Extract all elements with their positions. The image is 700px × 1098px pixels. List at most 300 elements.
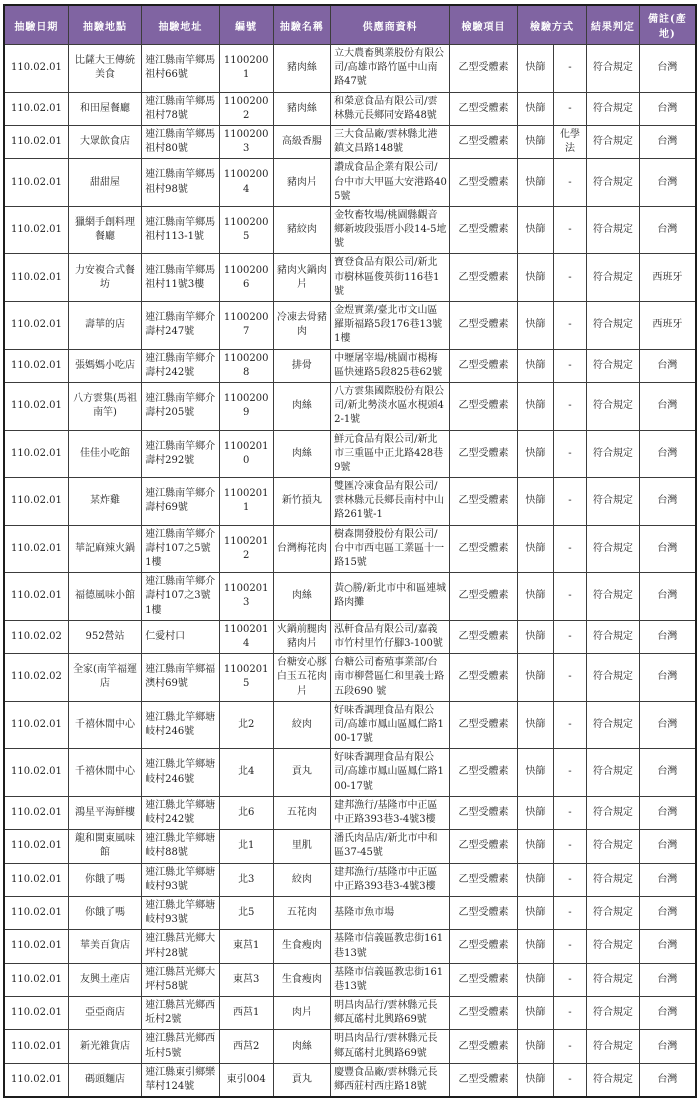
cell-location: 友興土產店 [68, 963, 141, 996]
cell-method-screen: 快篩 [517, 45, 553, 93]
cell-result: 符合規定 [587, 206, 640, 254]
cell-origin: 台灣 [639, 525, 696, 573]
cell-address: 連江縣北竿鄉塘岐村242號 [142, 796, 220, 829]
cell-date: 110.02.01 [4, 701, 68, 749]
cell-date: 110.02.01 [4, 896, 68, 929]
cell-method-confirm: 化學法 [553, 125, 586, 158]
column-header-origin: 備註(產地) [639, 5, 696, 45]
table-row [4, 1030, 696, 1063]
cell-result: 符合規定 [587, 930, 640, 963]
cell-supplier: 潘氏肉品店/新北市中和區37-45號 [331, 830, 450, 863]
cell-address: 連江縣南竿鄉介壽村205號 [142, 382, 220, 430]
cell-origin: 台灣 [639, 654, 696, 702]
table-header [4, 5, 696, 45]
cell-supplier: 台糖公司畜殖事業部/台南市柳營區仁和里義士路五段690 號 [331, 654, 450, 702]
table-row [4, 997, 696, 1030]
cell-method-screen: 快篩 [517, 896, 553, 929]
table-row [4, 382, 696, 430]
cell-date: 110.02.01 [4, 478, 68, 526]
cell-item: 乙型受體素 [450, 478, 518, 526]
cell-date: 110.02.01 [4, 159, 68, 207]
cell-method-screen: 快篩 [517, 1063, 553, 1097]
cell-location: 新光雜貨店 [68, 1030, 141, 1063]
cell-method-screen: 快篩 [517, 749, 553, 797]
column-header-location: 抽驗地點 [68, 5, 141, 45]
cell-method-screen: 快篩 [517, 830, 553, 863]
cell-number: 北2 [219, 701, 273, 749]
cell-item: 乙型受體素 [450, 796, 518, 829]
cell-method-screen: 快篩 [517, 654, 553, 702]
cell-name: 肉絲 [273, 382, 330, 430]
cell-method-confirm: - [553, 92, 586, 125]
cell-origin: 台灣 [639, 997, 696, 1030]
cell-number: 東莒3 [219, 963, 273, 996]
cell-name: 豬肉火鍋肉片 [273, 254, 330, 302]
cell-result: 符合規定 [587, 796, 640, 829]
cell-method-screen: 快篩 [517, 963, 553, 996]
cell-number: 11002008 [219, 349, 273, 382]
cell-method-confirm: - [553, 796, 586, 829]
cell-number: 北1 [219, 830, 273, 863]
cell-origin: 台灣 [639, 620, 696, 653]
cell-result: 符合規定 [587, 573, 640, 621]
table-row [4, 930, 696, 963]
cell-address: 連江縣莒光鄉大坪村58號 [142, 963, 220, 996]
column-header-number: 編號 [219, 5, 273, 45]
cell-address: 連江縣南竿鄉介壽村292號 [142, 430, 220, 478]
cell-date: 110.02.01 [4, 254, 68, 302]
cell-supplier: 基隆市魚市場 [331, 896, 450, 929]
cell-supplier: 明昌肉品行/雲林縣元長鄉瓦磘村北興路69號 [331, 997, 450, 1030]
cell-supplier: 金牧畜牧場/桃園縣觀音鄉新坡段張厝小段14-5地號 [331, 206, 450, 254]
cell-item: 乙型受體素 [450, 830, 518, 863]
cell-origin: 西班牙 [639, 302, 696, 350]
cell-location: 碼頭麵店 [68, 1063, 141, 1097]
cell-origin: 台灣 [639, 478, 696, 526]
cell-method-confirm: - [553, 349, 586, 382]
cell-location: 你餓了嗎 [68, 863, 141, 896]
cell-result: 符合規定 [587, 896, 640, 929]
cell-method-confirm: - [553, 654, 586, 702]
cell-number: 北6 [219, 796, 273, 829]
cell-address: 連江縣北竿鄉塘岐村93號 [142, 863, 220, 896]
cell-date: 110.02.01 [4, 45, 68, 93]
cell-origin: 台灣 [639, 896, 696, 929]
cell-method-screen: 快篩 [517, 302, 553, 350]
table-row [4, 302, 696, 350]
cell-date: 110.02.01 [4, 349, 68, 382]
cell-location: 大眾飲食店 [68, 125, 141, 158]
cell-location: 甜甜屋 [68, 159, 141, 207]
cell-supplier: 立大農畜興業股份有限公司/高雄市路竹區中山南路47號 [331, 45, 450, 93]
cell-method-confirm: - [553, 749, 586, 797]
cell-date: 110.02.01 [4, 525, 68, 573]
cell-location: 壽華的店 [68, 302, 141, 350]
cell-item: 乙型受體素 [450, 963, 518, 996]
cell-address: 連江縣南竿鄉介壽村69號 [142, 478, 220, 526]
cell-address: 連江縣南竿鄉介壽村107之3號1樓 [142, 573, 220, 621]
cell-result: 符合規定 [587, 654, 640, 702]
cell-result: 符合規定 [587, 349, 640, 382]
cell-item: 乙型受體素 [450, 206, 518, 254]
cell-location: 亞亞商店 [68, 997, 141, 1030]
cell-result: 符合規定 [587, 1030, 640, 1063]
cell-name: 高級香腸 [273, 125, 330, 158]
cell-date: 110.02.01 [4, 997, 68, 1030]
cell-origin: 台灣 [639, 382, 696, 430]
cell-result: 符合規定 [587, 963, 640, 996]
cell-name: 貢丸 [273, 749, 330, 797]
cell-method-confirm: - [553, 997, 586, 1030]
cell-location: 全家(南竿福運店 [68, 654, 141, 702]
cell-method-confirm: - [553, 573, 586, 621]
cell-number: 西莒1 [219, 997, 273, 1030]
cell-date: 110.02.02 [4, 654, 68, 702]
cell-number: 11002001 [219, 45, 273, 93]
cell-item: 乙型受體素 [450, 430, 518, 478]
cell-location: 鴻星平海鮮樓 [68, 796, 141, 829]
cell-item: 乙型受體素 [450, 254, 518, 302]
cell-number: 11002009 [219, 382, 273, 430]
cell-method-confirm: - [553, 206, 586, 254]
table-row [4, 796, 696, 829]
cell-item: 乙型受體素 [450, 896, 518, 929]
cell-location: 千禧休閒中心 [68, 701, 141, 749]
cell-supplier: 中壢屠宰場/桃園市楊梅區快速路5段825巷62號 [331, 349, 450, 382]
cell-name: 肉片 [273, 997, 330, 1030]
cell-method-screen: 快篩 [517, 525, 553, 573]
cell-result: 符合規定 [587, 830, 640, 863]
cell-origin: 台灣 [639, 863, 696, 896]
cell-supplier: 八方雲集國際股份有限公司/新北勢淡水區水梘頭42-1號 [331, 382, 450, 430]
column-header-supplier: 供應商資料 [331, 5, 450, 45]
cell-location: 龍和閩東風味館 [68, 830, 141, 863]
table-row [4, 478, 696, 526]
column-header-item: 檢驗項目 [450, 5, 518, 45]
table-row [4, 430, 696, 478]
table-row [4, 349, 696, 382]
cell-method-confirm: - [553, 302, 586, 350]
table-row [4, 206, 696, 254]
cell-name: 豬絞肉 [273, 206, 330, 254]
table-row [4, 620, 696, 653]
cell-number: 11002003 [219, 125, 273, 158]
cell-supplier: 三大食品廠/雲林縣北港鎮文昌路148號 [331, 125, 450, 158]
cell-address: 連江縣東引鄉樂華村124號 [142, 1063, 220, 1097]
cell-method-screen: 快篩 [517, 620, 553, 653]
cell-origin: 台灣 [639, 92, 696, 125]
cell-address: 連江縣北竿鄉塘岐村93號 [142, 896, 220, 929]
cell-number: 11002015 [219, 654, 273, 702]
cell-date: 110.02.01 [4, 796, 68, 829]
cell-number: 11002012 [219, 525, 273, 573]
cell-result: 符合規定 [587, 382, 640, 430]
cell-item: 乙型受體素 [450, 863, 518, 896]
cell-origin: 台灣 [639, 963, 696, 996]
cell-method-confirm: - [553, 620, 586, 653]
cell-item: 乙型受體素 [450, 1030, 518, 1063]
cell-number: 11002004 [219, 159, 273, 207]
cell-name: 豬肉絲 [273, 45, 330, 93]
cell-number: 11002014 [219, 620, 273, 653]
cell-result: 符合規定 [587, 302, 640, 350]
cell-result: 符合規定 [587, 997, 640, 1030]
cell-result: 符合規定 [587, 1063, 640, 1097]
cell-name: 生食瘦肉 [273, 930, 330, 963]
cell-method-confirm: - [553, 963, 586, 996]
cell-method-confirm: - [553, 930, 586, 963]
cell-method-screen: 快篩 [517, 863, 553, 896]
cell-method-screen: 快篩 [517, 573, 553, 621]
cell-origin: 台灣 [639, 206, 696, 254]
cell-origin: 西班牙 [639, 254, 696, 302]
cell-name: 五花肉 [273, 796, 330, 829]
cell-address: 連江縣莒光鄉西坵村2號 [142, 997, 220, 1030]
cell-method-screen: 快篩 [517, 349, 553, 382]
cell-name: 肉絲 [273, 573, 330, 621]
cell-method-confirm: - [553, 382, 586, 430]
cell-number: 北3 [219, 863, 273, 896]
cell-name: 台灣梅花肉 [273, 525, 330, 573]
table-row [4, 525, 696, 573]
column-header-address: 抽驗地址 [142, 5, 220, 45]
cell-number: 11002010 [219, 430, 273, 478]
cell-date: 110.02.01 [4, 930, 68, 963]
cell-address: 連江縣南竿鄉馬祖村98號 [142, 159, 220, 207]
column-header-date: 抽驗日期 [4, 5, 68, 45]
cell-method-confirm: - [553, 1063, 586, 1097]
cell-address: 連江縣北竿鄉塘岐村246號 [142, 749, 220, 797]
cell-address: 連江縣南竿鄉馬祖村113-1號 [142, 206, 220, 254]
table-body [4, 45, 696, 1098]
cell-supplier: 基隆市信義區教忠街161巷13號 [331, 930, 450, 963]
cell-supplier: 雙匯冷凍食品有限公司/雲林縣元長鄉長南村中山路261號-1 [331, 478, 450, 526]
cell-name: 肉絲 [273, 1030, 330, 1063]
cell-date: 110.02.01 [4, 863, 68, 896]
cell-name: 豬肉絲 [273, 92, 330, 125]
cell-item: 乙型受體素 [450, 525, 518, 573]
cell-method-confirm: - [553, 159, 586, 207]
cell-result: 符合規定 [587, 525, 640, 573]
cell-name: 五花肉 [273, 896, 330, 929]
cell-method-screen: 快篩 [517, 997, 553, 1030]
cell-address: 連江縣莒光鄉大坪村28號 [142, 930, 220, 963]
cell-origin: 台灣 [639, 45, 696, 93]
cell-method-screen: 快篩 [517, 796, 553, 829]
cell-name: 新竹摃丸 [273, 478, 330, 526]
cell-supplier: 基隆市信義區教忠街161巷13號 [331, 963, 450, 996]
table-row [4, 654, 696, 702]
cell-origin: 台灣 [639, 930, 696, 963]
cell-supplier: 泓軒食品有限公司/嘉義市竹村里竹仔腳3-100號 [331, 620, 450, 653]
cell-origin: 台灣 [639, 573, 696, 621]
cell-supplier: 明昌肉品行/雲林縣元長鄉瓦磘村北興路69號 [331, 1030, 450, 1063]
cell-item: 乙型受體素 [450, 749, 518, 797]
cell-supplier: 好味香調理食品有限公司/高雄市鳳山區鳳仁路100-17號 [331, 701, 450, 749]
cell-date: 110.02.01 [4, 1030, 68, 1063]
cell-result: 符合規定 [587, 159, 640, 207]
cell-origin: 台灣 [639, 796, 696, 829]
cell-date: 110.02.01 [4, 963, 68, 996]
cell-method-confirm: - [553, 525, 586, 573]
table-row [4, 963, 696, 996]
cell-name: 台糖安心豚白玉五花肉片 [273, 654, 330, 702]
table-row [4, 159, 696, 207]
cell-date: 110.02.01 [4, 573, 68, 621]
table-row [4, 830, 696, 863]
table-row [4, 863, 696, 896]
cell-address: 連江縣南竿鄉馬祖村66號 [142, 45, 220, 93]
cell-result: 符合規定 [587, 620, 640, 653]
cell-item: 乙型受體素 [450, 45, 518, 93]
cell-address: 連江縣北竿鄉塘岐村88號 [142, 830, 220, 863]
cell-item: 乙型受體素 [450, 1063, 518, 1097]
cell-result: 符合規定 [587, 125, 640, 158]
cell-supplier: 建邦漁行/基隆市中正區中正路393巷3-4號3樓 [331, 863, 450, 896]
cell-address: 連江縣莒光鄉西坵村5號 [142, 1030, 220, 1063]
cell-item: 乙型受體素 [450, 654, 518, 702]
cell-result: 符合規定 [587, 749, 640, 797]
cell-item: 乙型受體素 [450, 125, 518, 158]
cell-result: 符合規定 [587, 254, 640, 302]
cell-origin: 台灣 [639, 125, 696, 158]
table-row [4, 701, 696, 749]
cell-address: 連江縣南竿鄉介壽村107之5號1樓 [142, 525, 220, 573]
cell-date: 110.02.01 [4, 1063, 68, 1097]
cell-address: 連江縣南竿鄉馬祖村78號 [142, 92, 220, 125]
cell-item: 乙型受體素 [450, 573, 518, 621]
cell-location: 張媽媽小吃店 [68, 349, 141, 382]
cell-number: 北4 [219, 749, 273, 797]
cell-origin: 台灣 [639, 701, 696, 749]
cell-date: 110.02.01 [4, 430, 68, 478]
cell-supplier: 鮮元食品有限公司/新北市三重區中正北路428巷9號 [331, 430, 450, 478]
cell-number: 11002013 [219, 573, 273, 621]
cell-result: 符合規定 [587, 430, 640, 478]
cell-number: 東引004 [219, 1063, 273, 1097]
cell-number: 西莒2 [219, 1030, 273, 1063]
cell-item: 乙型受體素 [450, 701, 518, 749]
cell-item: 乙型受體素 [450, 997, 518, 1030]
cell-item: 乙型受體素 [450, 382, 518, 430]
cell-supplier: 和榮意食品有限公司/雲林縣元長鄉同安路48號 [331, 92, 450, 125]
cell-supplier: 樹森開發股份有限公司/台中市西屯區工業區十一路15號 [331, 525, 450, 573]
cell-location: 比薩大王傳統美食 [68, 45, 141, 93]
cell-method-screen: 快篩 [517, 92, 553, 125]
cell-number: 11002005 [219, 206, 273, 254]
cell-method-screen: 快篩 [517, 930, 553, 963]
cell-method-confirm: - [553, 45, 586, 93]
cell-number: 東莒1 [219, 930, 273, 963]
cell-method-confirm: - [553, 1030, 586, 1063]
cell-method-confirm: - [553, 701, 586, 749]
cell-origin: 台灣 [639, 349, 696, 382]
cell-supplier: 好味香調理食品有限公司/高雄市鳳山區鳳仁路100-17號 [331, 749, 450, 797]
cell-name: 貢丸 [273, 1063, 330, 1097]
cell-name: 排骨 [273, 349, 330, 382]
cell-origin: 台灣 [639, 749, 696, 797]
cell-item: 乙型受體素 [450, 302, 518, 350]
cell-location: 華記麻辣火鍋 [68, 525, 141, 573]
cell-name: 生食瘦肉 [273, 963, 330, 996]
cell-method-screen: 快篩 [517, 478, 553, 526]
cell-item: 乙型受體素 [450, 92, 518, 125]
inspection-table [3, 4, 697, 1098]
cell-method-screen: 快篩 [517, 206, 553, 254]
cell-address: 連江縣南竿鄉馬祖村80號 [142, 125, 220, 158]
cell-supplier: 黃○勝/新北市中和區連城路肉攤 [331, 573, 450, 621]
cell-address: 連江縣南竿鄉福澳村69號 [142, 654, 220, 702]
table-row [4, 749, 696, 797]
header-row [4, 5, 696, 45]
cell-method-screen: 快篩 [517, 125, 553, 158]
cell-method-confirm: - [553, 254, 586, 302]
cell-number: 11002006 [219, 254, 273, 302]
cell-name: 肉絲 [273, 430, 330, 478]
cell-origin: 台灣 [639, 159, 696, 207]
cell-date: 110.02.01 [4, 125, 68, 158]
cell-method-confirm: - [553, 430, 586, 478]
cell-number: 11002007 [219, 302, 273, 350]
cell-name: 里肌 [273, 830, 330, 863]
column-header-result: 結果判定 [587, 5, 640, 45]
cell-address: 連江縣南竿鄉介壽村247號 [142, 302, 220, 350]
cell-number: 北5 [219, 896, 273, 929]
column-header-name: 抽驗名稱 [273, 5, 330, 45]
cell-location: 獵網手創料理餐廳 [68, 206, 141, 254]
cell-date: 110.02.02 [4, 620, 68, 653]
cell-name: 冷凍去骨豬肉 [273, 302, 330, 350]
cell-date: 110.02.01 [4, 206, 68, 254]
cell-result: 符合規定 [587, 701, 640, 749]
table-row [4, 92, 696, 125]
cell-method-screen: 快篩 [517, 254, 553, 302]
table-row [4, 896, 696, 929]
cell-location: 力安複合式餐坊 [68, 254, 141, 302]
cell-method-screen: 快篩 [517, 382, 553, 430]
cell-date: 110.02.01 [4, 749, 68, 797]
cell-result: 符合規定 [587, 863, 640, 896]
cell-location: 華美百貨店 [68, 930, 141, 963]
cell-supplier: 慶豐食品廠/雲林縣元長鄉西莊村西庄路18號 [331, 1063, 450, 1097]
cell-item: 乙型受體素 [450, 620, 518, 653]
table-row [4, 254, 696, 302]
cell-location: 你餓了嗎 [68, 896, 141, 929]
cell-result: 符合規定 [587, 92, 640, 125]
cell-supplier: 讚成食品企業有限公司/台中市大甲區大安港路405號 [331, 159, 450, 207]
table-row [4, 45, 696, 93]
cell-item: 乙型受體素 [450, 159, 518, 207]
cell-name: 絞肉 [273, 863, 330, 896]
cell-address: 仁愛村口 [142, 620, 220, 653]
cell-location: 八方雲集(馬祖南竿) [68, 382, 141, 430]
cell-address: 連江縣南竿鄉介壽村242號 [142, 349, 220, 382]
cell-method-confirm: - [553, 863, 586, 896]
cell-number: 11002011 [219, 478, 273, 526]
cell-result: 符合規定 [587, 45, 640, 93]
cell-origin: 台灣 [639, 1063, 696, 1097]
cell-supplier: 金煜實業/臺北市文山區羅斯福路5段176巷13號1樓 [331, 302, 450, 350]
cell-origin: 台灣 [639, 1030, 696, 1063]
cell-result: 符合規定 [587, 478, 640, 526]
cell-method-screen: 快篩 [517, 430, 553, 478]
cell-origin: 台灣 [639, 430, 696, 478]
cell-location: 952營站 [68, 620, 141, 653]
cell-method-screen: 快篩 [517, 1030, 553, 1063]
cell-method-confirm: - [553, 478, 586, 526]
cell-name: 豬肉片 [273, 159, 330, 207]
cell-item: 乙型受體素 [450, 349, 518, 382]
